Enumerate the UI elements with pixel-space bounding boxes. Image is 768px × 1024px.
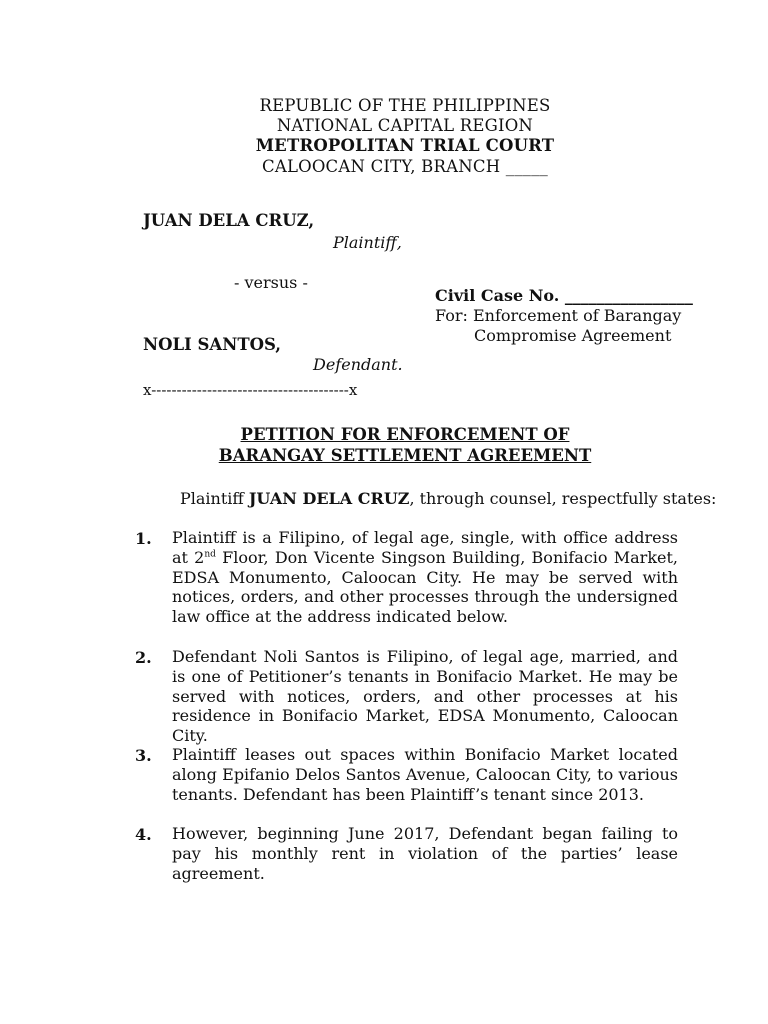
- item-3-text: Plaintiff leases out spaces within Bonifacio Market located along Epifanio Delos Santos Avenue, Caloocan City, to various tenants. Defendant has been Plaintiff’s tenant since 2013.: [172, 745, 678, 804]
- item-1-text: [172, 528, 678, 627]
- header-republic: REPUBLIC OF THE PHILIPPINES: [259, 96, 551, 115]
- header-region: NATIONAL CAPITAL REGION: [276, 116, 534, 135]
- plaintiff-role: Plaintiff,: [333, 233, 402, 252]
- header-branch: CALOOCAN CITY, BRANCH _____: [262, 157, 548, 176]
- item-4-number: 4.: [135, 825, 152, 844]
- item-1-text-b: Floor, Don Vicente Singson Building, Bonifacio Market, EDSA Monumento, Caloocan City. He may be served with notices, orders, and other processes through the undersigned law office at the address indicated below.: [172, 547, 679, 627]
- item-1-number: 1.: [135, 529, 152, 548]
- case-subject-line2: Compromise Agreement: [474, 326, 672, 345]
- item-1-text-a: Plaintiff is a Filipino, of legal age, single, with office address at 2: [172, 528, 678, 567]
- item-3-number: 3.: [135, 746, 152, 765]
- intro-plaintiff-name: JUAN DELA CRUZ: [248, 489, 410, 508]
- item-4-text: However, beginning June 2017, Defendant began failing to pay his monthly rent in violation of the parties’ lease agreement.: [172, 824, 678, 883]
- header-court: METROPOLITAN TRIAL COURT: [255, 136, 555, 155]
- item-2-number: 2.: [135, 648, 152, 667]
- intro-paragraph: [180, 489, 716, 508]
- civil-case-number: Civil Case No. ________________: [435, 286, 693, 305]
- defendant-role: Defendant.: [313, 355, 403, 374]
- item-2-text: Defendant Noli Santos is Filipino, of legal age, married, and is one of Petitioner’s tenants in Bonifacio Market. He may be served with notices, orders, and other processes at his residence in Bonifacio Market, EDSA Monumento, Caloocan City.: [172, 647, 678, 746]
- item-1-sup: nd: [204, 549, 216, 560]
- versus-label: - versus -: [234, 273, 308, 292]
- case-subject-line1: For: Enforcement of Barangay: [435, 306, 682, 325]
- intro-suffix: , through counsel, respectfully states:: [409, 489, 717, 508]
- plaintiff-name: JUAN DELA CRUZ,: [143, 211, 315, 230]
- intro-prefix: Plaintiff: [180, 489, 249, 508]
- petition-title-line1: PETITION FOR ENFORCEMENT OF: [240, 425, 570, 444]
- caption-divider: x---------------------------------------x: [143, 381, 358, 399]
- petition-title-line2: BARANGAY SETTLEMENT AGREEMENT: [218, 446, 592, 465]
- defendant-name: NOLI SANTOS,: [143, 335, 282, 354]
